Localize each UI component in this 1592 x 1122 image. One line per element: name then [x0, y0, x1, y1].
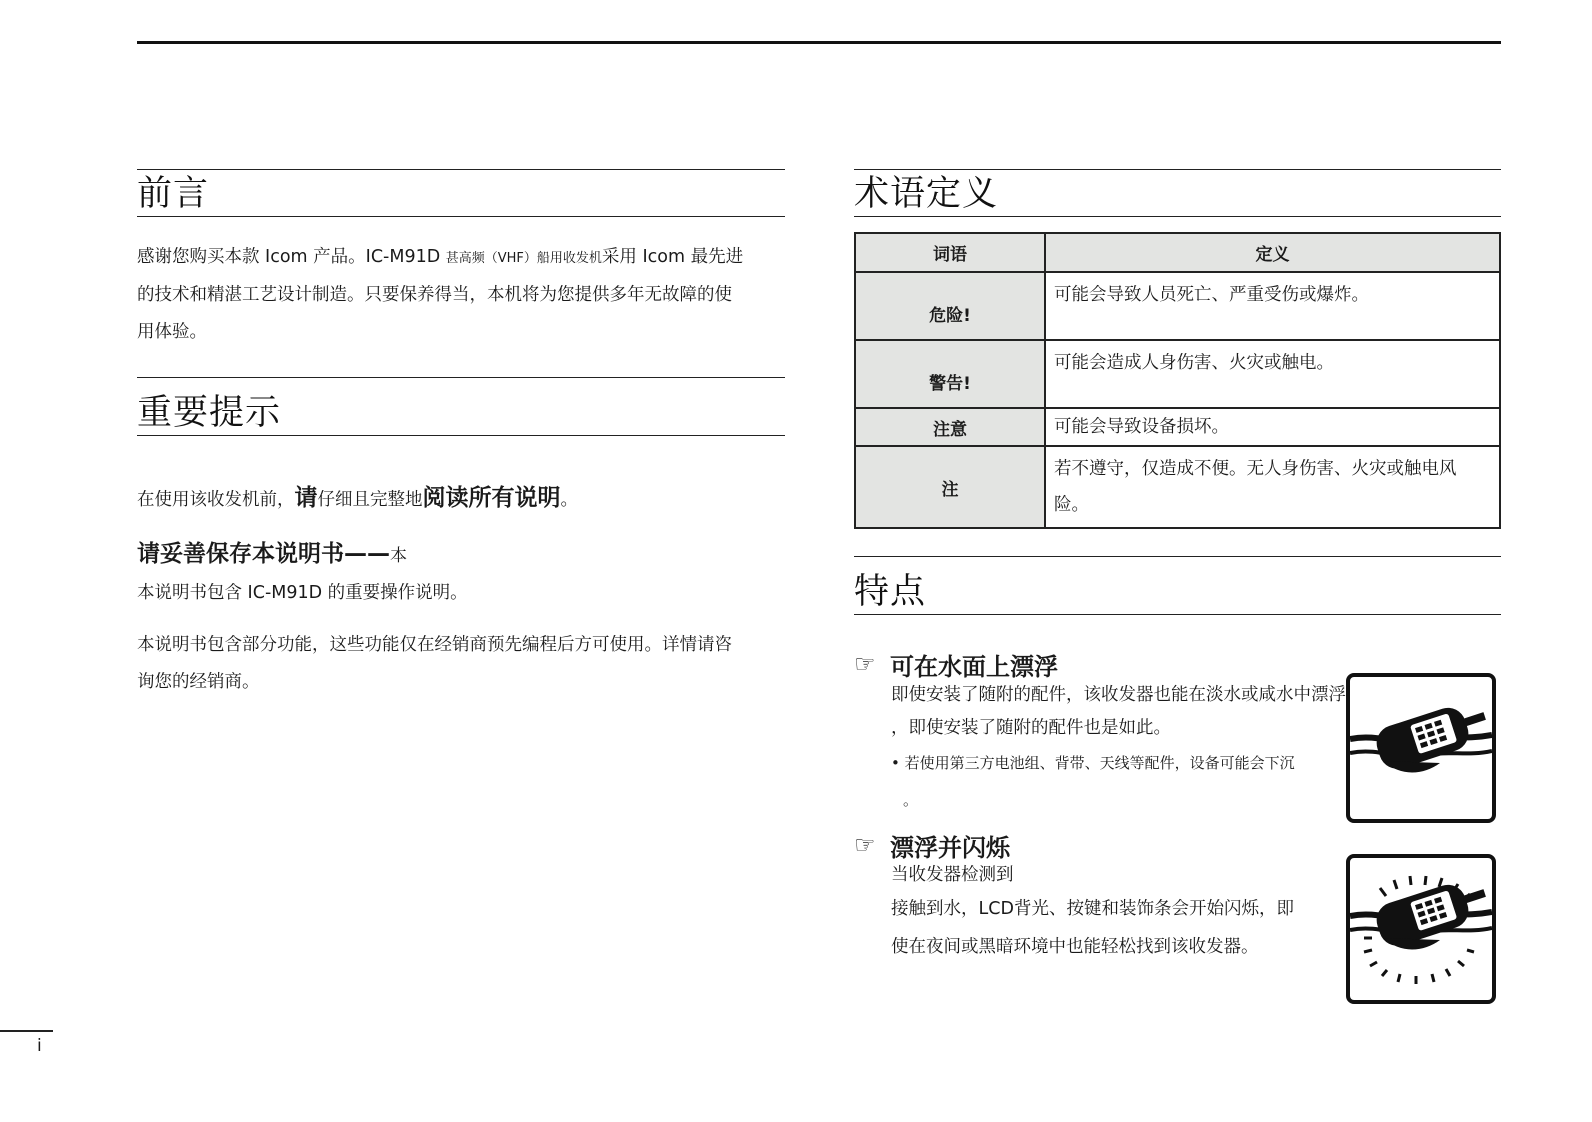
term-cell: 注 [855, 446, 1045, 528]
dealer-line: 询您的经销商。 [137, 672, 260, 692]
preface-line: 用体验。 [137, 322, 207, 342]
feature-float-bullet: 。 [903, 791, 919, 809]
preface-line: 感谢您购买本款 Icom 产品。IC-M91D 甚高频（VHF）船用收发机采用 Icom 最先进 [137, 247, 744, 267]
table-row [855, 408, 1500, 446]
keep-manual-heading: 请妥善保存本说明书——本 [137, 541, 407, 567]
feature-flash-line: 使在夜间或黑暗环境中也能轻松找到该收发器。 [891, 937, 1259, 957]
flashing-radio-icon [1350, 858, 1492, 1000]
feature-float-line: ，即使安装了随附的配件也是如此。 [891, 718, 1171, 738]
term-cell: 警告! [855, 340, 1045, 408]
page-number: i [37, 1036, 42, 1056]
terms-title: 术语定义 [854, 174, 999, 214]
features-heading [854, 556, 1501, 615]
top-rule [137, 41, 1501, 44]
dealer-line: 本说明书包含部分功能，这些功能仅在经销商预先编程后方可使用。详情请咨 [137, 635, 732, 655]
feature-flash [854, 830, 1501, 966]
table-header-row [855, 233, 1500, 272]
feature-float-line: 即使安装了随附的配件，该收发器也能在淡水或咸水中漂浮 [891, 685, 1346, 705]
feature-flash-line: 接触到水，LCD背光、按键和装饰条会开始闪烁，即 [891, 899, 1294, 919]
left-column [137, 169, 785, 701]
feature-float-title-text: 可在水面上漂浮 [890, 652, 1058, 681]
feature-flash-title-text: 漂浮并闪烁 [890, 833, 1010, 862]
table-row [855, 446, 1500, 528]
definition-cell: 可能会造成人身伤害、火灾或触电。 [1045, 340, 1500, 408]
pointing-hand-icon: ☞ [854, 650, 876, 678]
feature-float-bullet: • 若使用第三方电池组、背带、天线等配件，设备可能会下沉 [891, 754, 1295, 772]
dealer-note [137, 627, 785, 701]
definition-cell: 可能会导致人员死亡、严重受伤或爆炸。 [1045, 272, 1500, 340]
important-heading [137, 377, 785, 436]
col-def-header: 定义 [1045, 233, 1500, 272]
definition-cell: 若不遵守，仅造成不便。无人身伤害、火灾或触电风险。 [1045, 446, 1500, 528]
floating-radio-illustration [1346, 673, 1496, 823]
flashing-radio-illustration [1346, 854, 1496, 1004]
floating-radio-icon [1350, 677, 1492, 819]
right-column [854, 169, 1501, 966]
feature-float [854, 649, 1501, 819]
term-cell: 危险! [855, 272, 1045, 340]
definition-cell: 可能会导致设备损坏。 [1045, 408, 1500, 446]
features-title: 特点 [854, 572, 927, 612]
keep-manual-body: 本说明书包含 IC-M91D 的重要操作说明。 [137, 583, 468, 603]
page-number-rule [0, 1030, 53, 1032]
read-instructions: 在使用该收发机前，请仔细且完整地阅读所有说明。 [137, 485, 578, 511]
table-row [855, 272, 1500, 340]
important-title: 重要提示 [137, 393, 282, 433]
feature-flash-line: 当收发器检测到 [891, 865, 1014, 885]
term-cell: 注意 [855, 408, 1045, 446]
preface-body [137, 239, 785, 351]
terms-table [854, 232, 1501, 529]
table-row [855, 340, 1500, 408]
pointing-hand-icon: ☞ [854, 831, 876, 859]
terms-heading [854, 169, 1501, 217]
preface-title: 前言 [137, 174, 210, 214]
col-term-header: 词语 [855, 233, 1045, 272]
preface-heading [137, 169, 785, 217]
preface-line: 的技术和精湛工艺设计制造。只要保养得当，本机将为您提供多年无故障的使 [137, 285, 732, 305]
